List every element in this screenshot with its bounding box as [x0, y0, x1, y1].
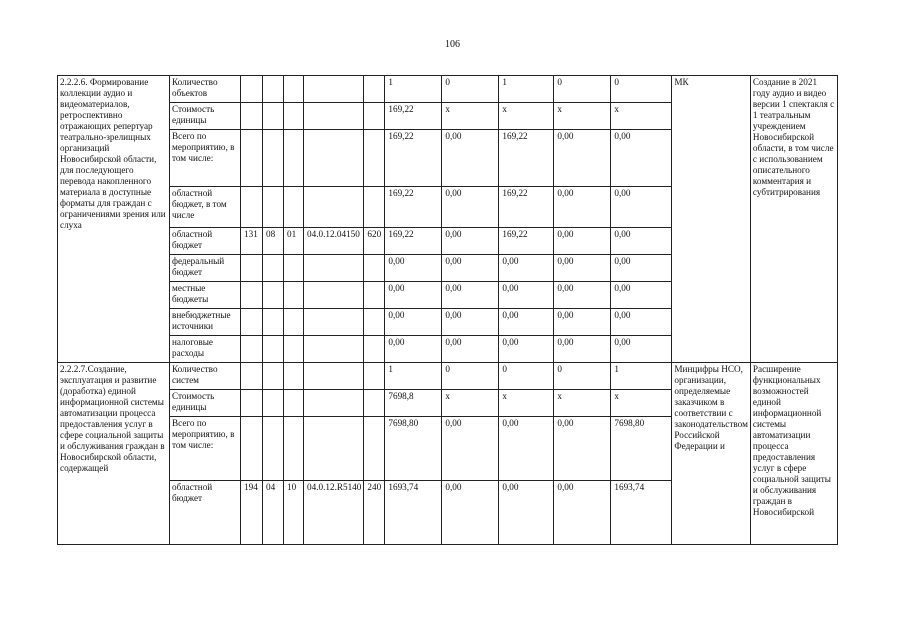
rz-cell — [263, 282, 284, 309]
pr-cell — [284, 130, 304, 187]
y2-cell: 0,00 — [499, 255, 554, 282]
csr-cell — [304, 255, 364, 282]
grbs-cell — [241, 417, 263, 481]
y1-cell: 0 — [442, 363, 499, 390]
grbs-cell: 131 — [241, 228, 263, 255]
y4-cell: 0 — [611, 76, 672, 103]
csr-cell — [304, 130, 364, 187]
vr-cell — [364, 417, 385, 481]
total-cell: 1693,74 — [385, 481, 442, 545]
grbs-cell: 194 — [241, 481, 263, 545]
indicator-label-cell: областной бюджет, в том числе — [170, 187, 241, 228]
table-row — [58, 76, 838, 103]
y3-cell: 0 — [554, 76, 611, 103]
y1-cell: х — [442, 103, 499, 130]
csr-cell — [304, 282, 364, 309]
pr-cell — [284, 187, 304, 228]
csr-cell — [304, 336, 364, 363]
indicator-label-cell: Всего по мероприятию, в том числе: — [170, 130, 241, 187]
indicator-label-cell: внебюджетные источники — [170, 309, 241, 336]
y3-cell: 0,00 — [554, 417, 611, 481]
y2-cell: 0,00 — [499, 417, 554, 481]
rz-cell — [263, 417, 284, 481]
rz-cell: 08 — [263, 228, 284, 255]
total-cell: 0,00 — [385, 255, 442, 282]
y3-cell: 0,00 — [554, 130, 611, 187]
page-number: 106 — [445, 39, 460, 50]
program-table — [57, 75, 838, 545]
y3-cell: 0,00 — [554, 282, 611, 309]
y2-cell: 0,00 — [499, 282, 554, 309]
y1-cell: х — [442, 390, 499, 417]
pr-cell — [284, 390, 304, 417]
indicator-label-cell: областной бюджет — [170, 481, 241, 545]
y4-cell: 0,00 — [611, 336, 672, 363]
csr-cell — [304, 417, 364, 481]
y1-cell: 0 — [442, 76, 499, 103]
grbs-cell — [241, 103, 263, 130]
executor-cell: МК — [672, 76, 751, 363]
expected-result-cell: Создание в 2021 году аудио и видео версии 1 спектакля с 1 театральным учреждением Новосибирской области, в том числе с использованием описательного комментария и субтитрирования — [750, 76, 837, 363]
total-cell: 169,22 — [385, 103, 442, 130]
y1-cell: 0,00 — [442, 228, 499, 255]
y3-cell: х — [554, 390, 611, 417]
indicator-label-cell: Стоимость единицы — [170, 390, 241, 417]
vr-cell — [364, 282, 385, 309]
total-cell: 7698,80 — [385, 417, 442, 481]
pr-cell — [284, 309, 304, 336]
y2-cell: 169,22 — [499, 130, 554, 187]
total-cell: 0,00 — [385, 282, 442, 309]
measure-name-cell: 2.2.2.6. Формирование коллекции аудио и видеоматериалов, ретроспективно отражающих репертуар театрально-зрелищных организаций Новосибирской области, для последующего перевода накопленного материала в доступные форматы для граждан с ограничениями зрения или слуха — [58, 76, 170, 363]
y1-cell: 0,00 — [442, 336, 499, 363]
executor-cell: Минцифры НСО, организации, определяемые заказчиком в соответствии с законодательством Российской Федерации и — [672, 363, 751, 545]
vr-cell: 620 — [364, 228, 385, 255]
pr-cell: 10 — [284, 481, 304, 545]
indicator-label-cell: федеральный бюджет — [170, 255, 241, 282]
vr-cell — [364, 363, 385, 390]
y3-cell: 0,00 — [554, 481, 611, 545]
y4-cell: х — [611, 390, 672, 417]
vr-cell — [364, 187, 385, 228]
csr-cell: 04.0.12.04150 — [304, 228, 364, 255]
y3-cell: 0,00 — [554, 187, 611, 228]
y4-cell: 0,00 — [611, 187, 672, 228]
vr-cell — [364, 255, 385, 282]
total-cell: 7698,8 — [385, 390, 442, 417]
total-cell: 1 — [385, 363, 442, 390]
indicator-label-cell: Всего по мероприятию, в том числе: — [170, 417, 241, 481]
grbs-cell — [241, 130, 263, 187]
indicator-label-cell: областной бюджет — [170, 228, 241, 255]
indicator-label-cell: Количество систем — [170, 363, 241, 390]
grbs-cell — [241, 336, 263, 363]
y4-cell: 0,00 — [611, 228, 672, 255]
csr-cell — [304, 363, 364, 390]
csr-cell — [304, 103, 364, 130]
y4-cell: 7698,80 — [611, 417, 672, 481]
indicator-label-cell: Количество объектов — [170, 76, 241, 103]
y4-cell: 0,00 — [611, 282, 672, 309]
grbs-cell — [241, 282, 263, 309]
indicator-label-cell: местные бюджеты — [170, 282, 241, 309]
indicator-label-cell: Стоимость единицы — [170, 103, 241, 130]
y1-cell: 0,00 — [442, 417, 499, 481]
expected-result-cell: Расширение функциональных возможностей единой информационной системы автоматизации процесса предоставления услуг в сфере социальной защиты и обслуживания граждан в Новосибирской — [750, 363, 837, 545]
y2-cell: 169,22 — [499, 187, 554, 228]
csr-cell — [304, 390, 364, 417]
rz-cell — [263, 336, 284, 363]
vr-cell — [364, 130, 385, 187]
y2-cell: 0,00 — [499, 336, 554, 363]
total-cell: 169,22 — [385, 228, 442, 255]
y2-cell: 0,00 — [499, 309, 554, 336]
y4-cell: 1 — [611, 363, 672, 390]
grbs-cell — [241, 255, 263, 282]
y4-cell: 0,00 — [611, 309, 672, 336]
y1-cell: 0,00 — [442, 255, 499, 282]
y3-cell: 0,00 — [554, 255, 611, 282]
rz-cell — [263, 363, 284, 390]
y3-cell: х — [554, 103, 611, 130]
pr-cell — [284, 103, 304, 130]
y1-cell: 0,00 — [442, 309, 499, 336]
y2-cell: х — [499, 390, 554, 417]
measure-name-cell: 2.2.2.7.Создание, эксплуатация и развитие (доработка) единой информационной системы автоматизации процесса предоставления услуг в сфере социальной защиты и обслуживания граждан в Новосибирской области, содержащей — [58, 363, 170, 545]
y4-cell: 1693,74 — [611, 481, 672, 545]
grbs-cell — [241, 76, 263, 103]
vr-cell — [364, 390, 385, 417]
vr-cell — [364, 103, 385, 130]
y2-cell: 0,00 — [499, 481, 554, 545]
total-cell: 169,22 — [385, 187, 442, 228]
csr-cell — [304, 76, 364, 103]
y3-cell: 0,00 — [554, 228, 611, 255]
grbs-cell — [241, 390, 263, 417]
table-body — [58, 76, 838, 545]
csr-cell — [304, 309, 364, 336]
pr-cell — [284, 255, 304, 282]
y3-cell: 0,00 — [554, 309, 611, 336]
indicator-label-cell: налоговые расходы — [170, 336, 241, 363]
vr-cell — [364, 336, 385, 363]
rz-cell: 04 — [263, 481, 284, 545]
vr-cell — [364, 76, 385, 103]
grbs-cell — [241, 363, 263, 390]
total-cell: 0,00 — [385, 336, 442, 363]
pr-cell — [284, 363, 304, 390]
y1-cell: 0,00 — [442, 130, 499, 187]
pr-cell — [284, 336, 304, 363]
table-row — [58, 363, 838, 390]
csr-cell — [304, 187, 364, 228]
y2-cell: 1 — [499, 76, 554, 103]
y4-cell: 0,00 — [611, 130, 672, 187]
y1-cell: 0,00 — [442, 282, 499, 309]
vr-cell — [364, 309, 385, 336]
y3-cell: 0,00 — [554, 336, 611, 363]
y4-cell: х — [611, 103, 672, 130]
y1-cell: 0,00 — [442, 187, 499, 228]
rz-cell — [263, 390, 284, 417]
y3-cell: 0 — [554, 363, 611, 390]
rz-cell — [263, 103, 284, 130]
pr-cell — [284, 417, 304, 481]
rz-cell — [263, 187, 284, 228]
rz-cell — [263, 309, 284, 336]
vr-cell: 240 — [364, 481, 385, 545]
total-cell: 169,22 — [385, 130, 442, 187]
y2-cell: 0 — [499, 363, 554, 390]
csr-cell: 04.0.12.R5140 — [304, 481, 364, 545]
y2-cell: 169,22 — [499, 228, 554, 255]
total-cell: 0,00 — [385, 309, 442, 336]
pr-cell — [284, 76, 304, 103]
y1-cell: 0,00 — [442, 481, 499, 545]
y4-cell: 0,00 — [611, 255, 672, 282]
grbs-cell — [241, 309, 263, 336]
grbs-cell — [241, 187, 263, 228]
y2-cell: х — [499, 103, 554, 130]
pr-cell — [284, 282, 304, 309]
total-cell: 1 — [385, 76, 442, 103]
pr-cell: 01 — [284, 228, 304, 255]
rz-cell — [263, 76, 284, 103]
rz-cell — [263, 130, 284, 187]
rz-cell — [263, 255, 284, 282]
